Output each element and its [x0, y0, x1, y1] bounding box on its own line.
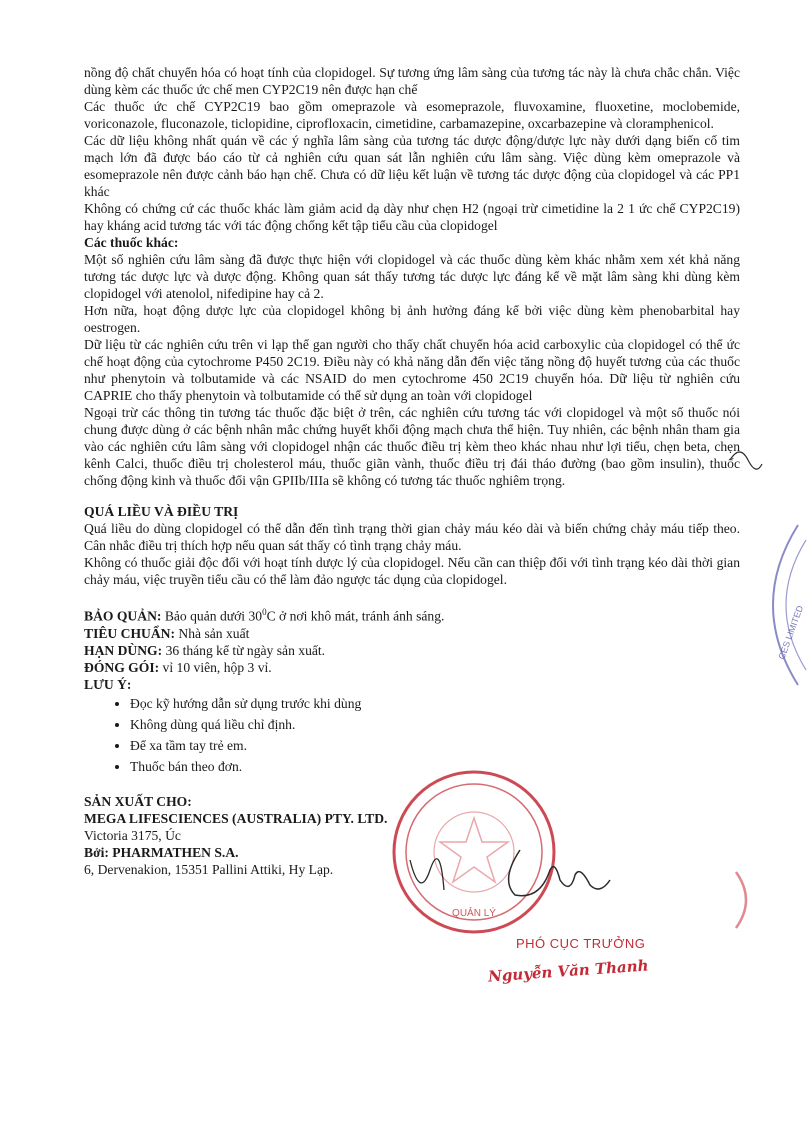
- pen-mark-icon: [726, 440, 766, 480]
- made-for-label: SẢN XUẤT CHO:: [84, 793, 192, 809]
- made-by-label: Bởi:: [84, 844, 109, 860]
- storage-row: [84, 604, 740, 625]
- standard-label: TIÊU CHUẨN:: [84, 625, 176, 641]
- paragraph-acid-reducers: Không có chứng cứ các thuốc khác làm giảm acid dạ dày như chẹn H2 (ngoại trừ cimetidine la 2 1 ức chế CYP2C19) hay kháng acid tương tác với tác động chống kết tập tiểu cầu của clopidogel: [84, 201, 740, 233]
- standard-row: [84, 625, 740, 642]
- document-page: [84, 64, 740, 878]
- expiry-row: [84, 642, 740, 659]
- paragraph-inconsistent-data: Các dữ liệu không nhất quán về các ý nghĩa lâm sàng của tương tác dược động/dược lực này dưới dạng biến cố tim mạch lớn đã được báo cáo từ cả nghiên cứu quan sát lẫn nghiên cứu lâm sàng. Việc dùng kèm omeprazole và esomeprazole nên được cảnh báo hạn chế. Chưa có dữ liệu kết luận về tương tác dược động của clopidogel và các PP1 khác: [84, 133, 740, 199]
- company-name-1: MEGA LIFESCIENCES (AUSTRALIA) PTY. LTD.: [84, 810, 388, 826]
- spacer: [84, 489, 740, 503]
- seal-text: QUẢN LÝ: [452, 908, 496, 919]
- storage-degree: 0: [262, 607, 267, 617]
- storage-text-before: Bảo quản dưới 30: [161, 608, 263, 624]
- paragraph-metabolite: nồng độ chất chuyển hóa có hoạt tính của clopidogel. Sự tương ứng lâm sàng của tương tác này là chưa chắc chắn. Việc dùng kèm các thuốc ức chế men CYP2C19 nên được hạn chế: [84, 65, 740, 97]
- address-2: 6, Dervenakion, 15351 Pallini Attiki, Hy Lạp.: [84, 861, 334, 877]
- company-name-2: PHARMATHEN S.A.: [108, 844, 239, 860]
- paragraph-other-drugs-4: Ngoại trừ các thông tin tương tác thuốc đặc biệt ở trên, các nghiên cứu tương tác với clopidogel và một số thuốc nói chung được dùng ở các bệnh nhân mắc chứng huyết khối động mạch chưa thể hiện. Tuy nhiên, các bệnh nhân tham gia vào các nghiên cứu lâm sàng với clopidogel nhận các thuốc điều trị kèm theo khác nhau như lợi tiểu, chẹn beta, chẹn kênh Calci, thuốc điều trị cholesterol máu, thuốc giãn vành, thuốc điều trị đái tháo đường (bao gồm insulin), thuốc chống động kinh và thuốc đối vận GPIIb/IIIa sẽ không có tương tác thuốc nghiêm trọng.: [84, 405, 740, 488]
- paragraph-other-drugs-3: Dữ liệu từ các nghiên cứu trên vi lạp thể gan người cho thấy chất chuyển hóa acid carboxylic của clopidogel có thể ức chế hoạt động của cytochrome P450 2C19. Điều này có khả năng dẫn đến việc tăng nồng độ huyết tương của các thuốc như phenytoin và tolbutamide và các NSAID do men cytochrome 450 2C19 chuyển hóa. Dữ liệu từ nghiên cứu CAPRIE cho thấy phenytoin và tolbutamide có thể sử dụng an toàn với clopidogel: [84, 337, 740, 403]
- list-item: • Để xa tầm tay trẻ em.: [130, 737, 740, 754]
- packing-row: [84, 659, 740, 676]
- storage-label: BẢO QUẢN:: [84, 608, 162, 624]
- list-item: • Đọc kỹ hướng dẫn sử dụng trước khi dùng: [130, 695, 740, 712]
- standard-text: Nhà sản xuất: [175, 625, 250, 641]
- spacer: [84, 588, 740, 604]
- paragraph-overdose-2: Không có thuốc giải độc đối với hoạt tính dược lý của clopidogel. Nếu cần can thiệp đối với tình trạng kéo dài thời gian chảy máu, việc truyền tiểu cầu có thể làm đảo ngược tác dụng của clopidogel.: [84, 555, 740, 587]
- list-item: • Thuốc bán theo đơn.: [130, 758, 740, 775]
- expiry-text: 36 tháng kể từ ngày sản xuất.: [162, 642, 326, 658]
- official-name: Nguyễn Văn Thanh: [487, 956, 650, 986]
- side-stamp-icon: [738, 520, 808, 690]
- side-stamp-text: CES LIMITED: [776, 604, 806, 661]
- paragraph-cyp2c19-inhibitors: Các thuốc ức chế CYP2C19 bao gồm omeprazole và esomeprazole, fluvoxamine, fluoxetine, moclobemide, voriconazole, fluconazole, ticlopidine, ciprofloxacin, cimetidine, carbamazepine, oxcarbazepine và cloramphenicol.: [84, 99, 740, 131]
- list-item: • Không dùng quá liều chỉ định.: [130, 716, 740, 733]
- note-label: LƯU Ý:: [84, 676, 132, 692]
- signature-icon: [400, 840, 620, 910]
- paragraph-overdose-1: Quá liều do dùng clopidogel có thể dẫn đến tình trạng thời gian chảy máu kéo dài và biến chứng chảy máu tiếp theo. Cân nhắc điều trị thích hợp nếu quan sát thấy có tình trạng chảy máu.: [84, 521, 740, 553]
- official-title: PHÓ CỤC TRƯỞNG: [516, 936, 646, 951]
- storage-text-after: C ở nơi khô mát, tránh ánh sáng.: [266, 608, 445, 624]
- address-1: Victoria 3175, Úc: [84, 827, 181, 843]
- paragraph-other-drugs-1: Một số nghiên cứu lâm sàng đã được thực hiện với clopidogel và các thuốc dùng kèm khác nhằm xem xét khả năng tương tác dược lực và dược động. Không quan sát thấy tương tác dược lực đáng kể về mặt lâm sàng khi dùng kèm clopidogel với atenolol, nifedipine hay cả 2.: [84, 252, 740, 301]
- paragraph-other-drugs-2: Hơn nữa, hoạt động dược lực của clopidogel không bị ảnh hưởng đáng kể bởi việc dùng kèm phenobarbital hay oestrogen.: [84, 303, 740, 335]
- expiry-label: HẠN DÙNG:: [84, 642, 163, 658]
- packing-text: vỉ 10 viên, hộp 3 vỉ.: [159, 659, 272, 675]
- packing-label: ĐÓNG GÓI:: [84, 659, 160, 675]
- heading-other-drugs: Các thuốc khác:: [84, 235, 179, 250]
- red-arc-icon: [726, 870, 766, 930]
- notes-list: [84, 695, 740, 775]
- heading-overdose: QUÁ LIỀU VÀ ĐIỀU TRỊ: [84, 504, 239, 519]
